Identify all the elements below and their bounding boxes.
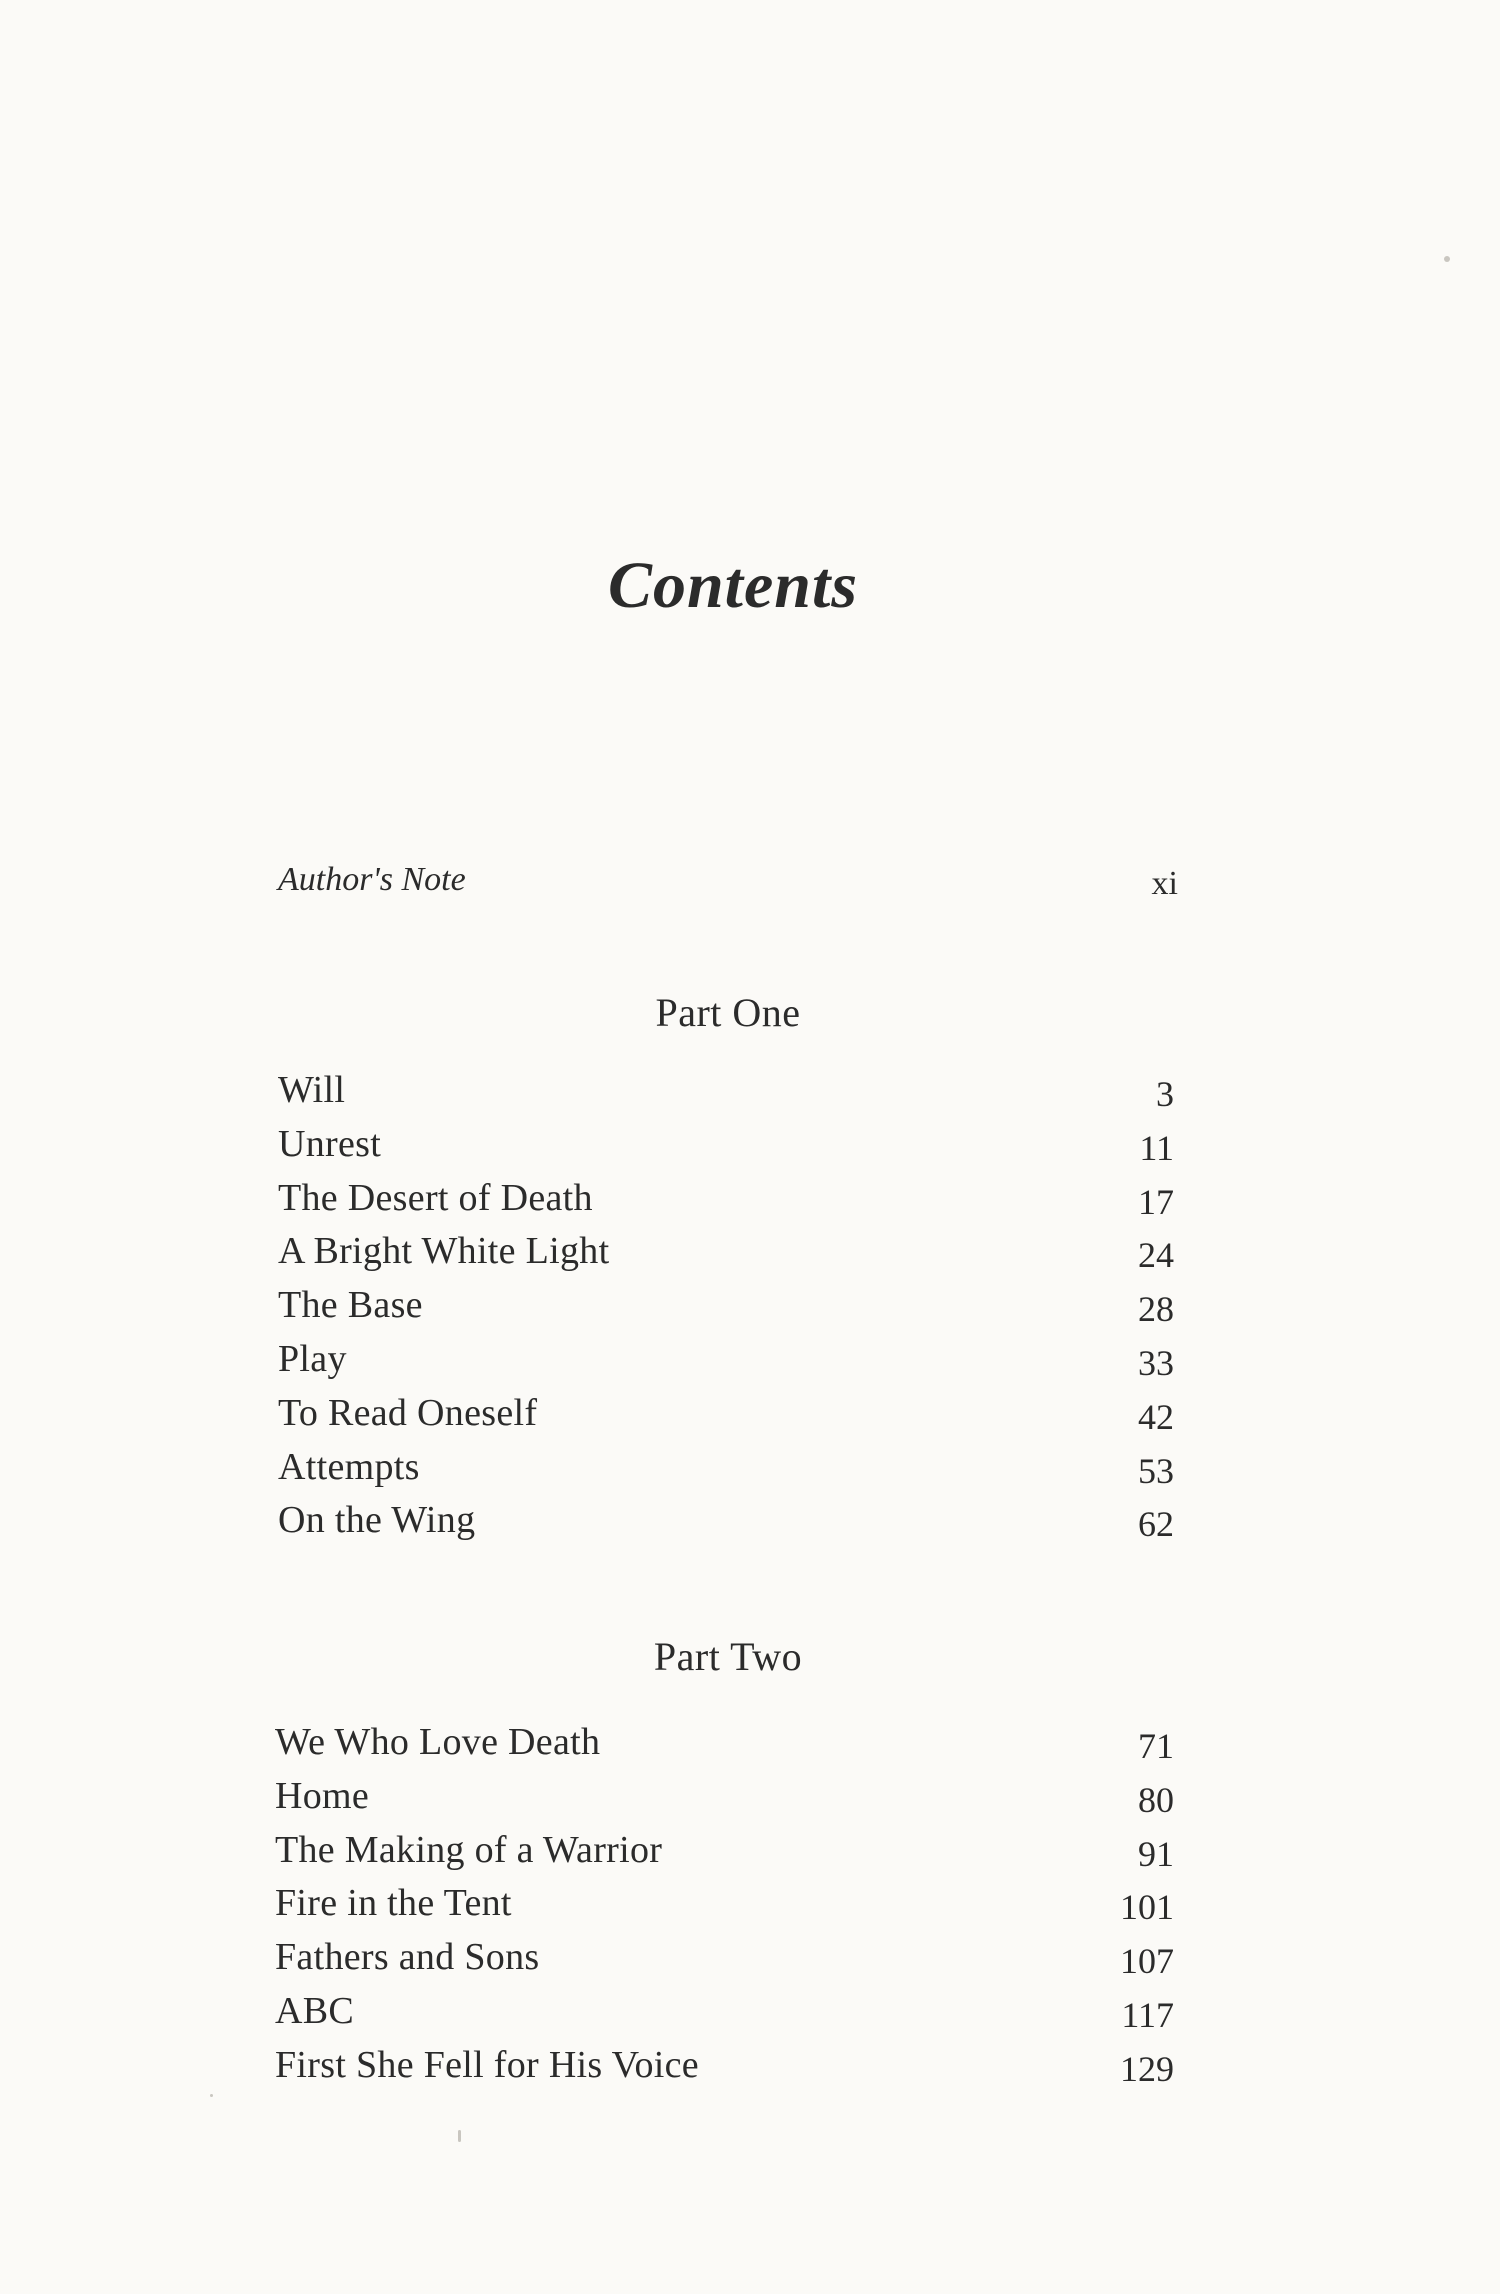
toc-entry-title: The Desert of Death — [278, 1176, 593, 1219]
toc-entry-authors-note[interactable] — [278, 856, 1178, 906]
toc-entry-page: 62 — [1138, 1504, 1174, 1545]
toc-entry-page: 17 — [1138, 1181, 1174, 1222]
toc-entry[interactable] — [278, 1120, 1174, 1174]
paper-speck — [210, 2094, 213, 2097]
toc-entry-title: Play — [278, 1337, 347, 1380]
toc-entry-title: First She Fell for His Voice — [275, 2043, 699, 2086]
toc-entry-title: On the Wing — [278, 1499, 476, 1542]
toc-entry-title: The Base — [278, 1284, 423, 1327]
paper-speck — [1444, 256, 1450, 262]
toc-entry-page: 101 — [1120, 1887, 1174, 1928]
toc-entry[interactable] — [275, 1772, 1174, 1826]
toc-entry[interactable] — [278, 1281, 1174, 1335]
toc-entry[interactable] — [278, 1174, 1174, 1228]
toc-entry-title: We Who Love Death — [275, 1721, 601, 1763]
toc-entry[interactable] — [275, 2041, 1174, 2095]
part-two-heading: Part Two — [653, 1634, 803, 1679]
toc-entry[interactable] — [278, 1066, 1174, 1120]
toc-entry[interactable] — [275, 1879, 1174, 1933]
toc-entry-title: Will — [278, 1069, 346, 1111]
toc-entry[interactable] — [275, 1987, 1174, 2041]
toc-entry-page: 117 — [1121, 1994, 1174, 2035]
toc-entry-page: 28 — [1138, 1289, 1174, 1330]
toc-entry[interactable] — [275, 1718, 1174, 1772]
toc-entry-page: 33 — [1138, 1342, 1174, 1383]
toc-entry[interactable] — [278, 1227, 1174, 1281]
part-one-list — [278, 1066, 1174, 1550]
paper-speck — [458, 2130, 461, 2142]
toc-entry-page: 3 — [1156, 1074, 1174, 1114]
toc-entry-title: Home — [275, 1774, 370, 1817]
part-two-list — [275, 1718, 1174, 2095]
toc-entry-title: A Bright White Light — [278, 1230, 610, 1273]
toc-entry-page: 11 — [1139, 1127, 1174, 1168]
toc-entry[interactable] — [278, 1389, 1174, 1443]
toc-entry-title: Fire in the Tent — [275, 1882, 512, 1925]
toc-entry[interactable] — [278, 1496, 1174, 1550]
toc-entry-title: Unrest — [278, 1122, 382, 1165]
toc-entry-title: To Read Oneself — [278, 1391, 538, 1434]
toc-entry-page: xi — [1151, 865, 1178, 902]
toc-entry[interactable] — [275, 1826, 1174, 1880]
toc-entry-title: Attempts — [278, 1445, 420, 1488]
toc-entry-title: The Making of a Warrior — [275, 1828, 663, 1871]
toc-entry-page: 107 — [1120, 1941, 1174, 1982]
toc-entry-title: Fathers and Sons — [275, 1936, 540, 1979]
toc-entry[interactable] — [275, 1933, 1174, 1987]
toc-entry-page: 71 — [1138, 1726, 1174, 1766]
toc-entry[interactable] — [278, 1443, 1174, 1497]
part-one-heading: Part One — [655, 990, 801, 1035]
toc-entry-page: 24 — [1138, 1235, 1174, 1276]
toc-entry[interactable] — [278, 1335, 1174, 1389]
toc-entry-title: ABC — [275, 1989, 355, 2032]
toc-entry-page: 80 — [1138, 1779, 1174, 1820]
toc-entry-title: Author's Note — [278, 861, 466, 898]
toc-entry-page: 91 — [1138, 1833, 1174, 1874]
toc-entry-page: 129 — [1120, 2048, 1174, 2089]
toc-entry-page: 53 — [1138, 1450, 1174, 1491]
toc-entry-page: 42 — [1138, 1396, 1174, 1437]
page-title: Contents — [607, 549, 859, 623]
